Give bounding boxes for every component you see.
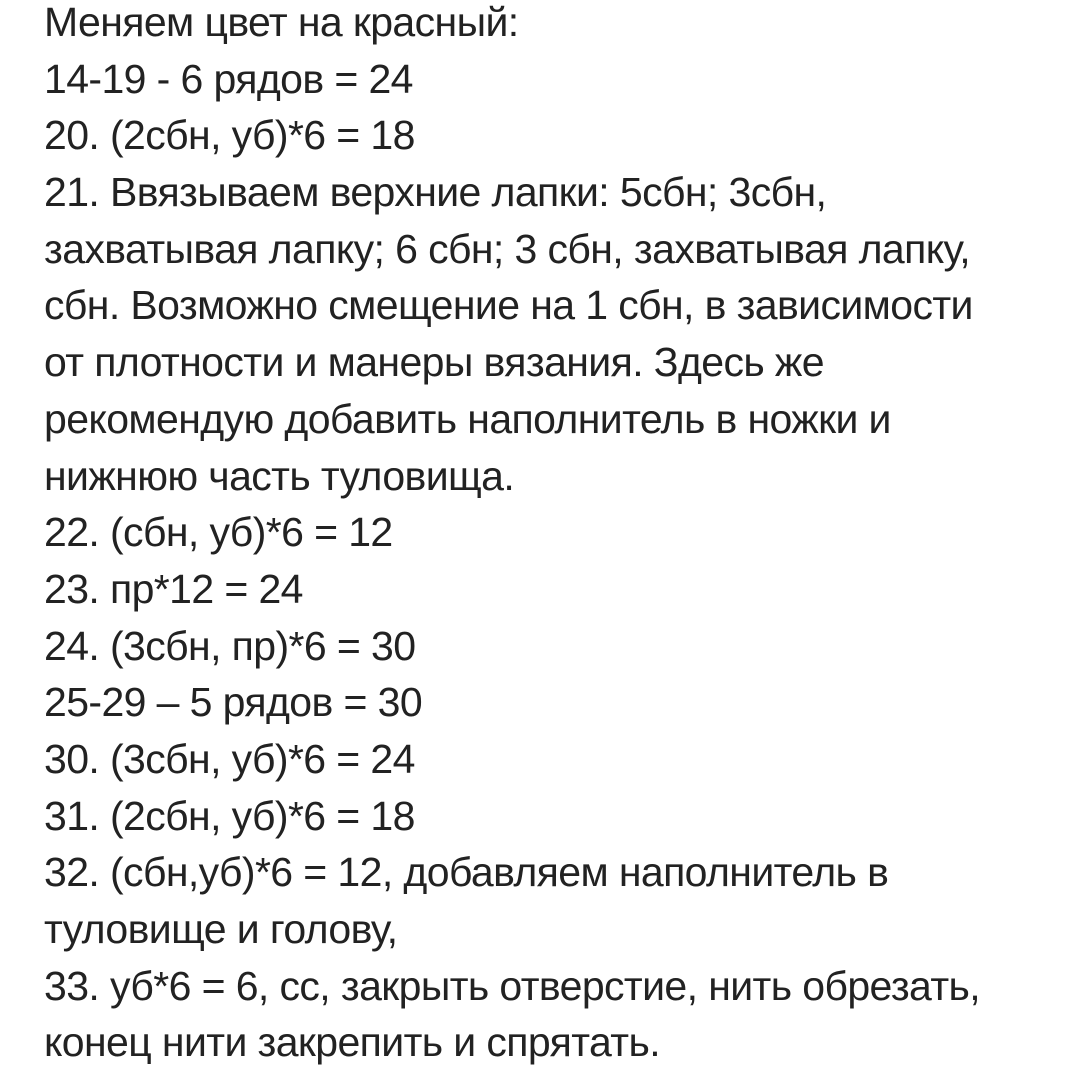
text-line: 25-29 – 5 рядов = 30 bbox=[44, 679, 423, 726]
text-line: 21. Ввязываем верхние лапки: 5сбн; 3сбн, bbox=[44, 169, 827, 216]
text-line: от плотности и манеры вязания. Здесь же bbox=[44, 339, 824, 386]
text-line: 20. (2сбн, уб)*6 = 18 bbox=[44, 112, 415, 159]
text-line: туловище и голову, bbox=[44, 906, 398, 952]
text-line: конец нити закрепить и спрятать. bbox=[44, 1019, 660, 1066]
text-line: 33. уб*6 = 6, сс, закрыть отверстие, нить обрезать, bbox=[44, 962, 981, 1009]
text-line: нижнюю часть туловища. bbox=[44, 452, 515, 499]
text-line: 22. (сбн, уб)*6 = 12 bbox=[44, 509, 393, 556]
text-line: сбн. Возможно смещение на 1 сбн, в зависимости bbox=[44, 282, 973, 329]
text-line: рекомендую добавить наполнитель в ножки и bbox=[44, 395, 891, 442]
text-line: Меняем цвет на красный: bbox=[44, 0, 519, 45]
text-line: 31. (2сбн, уб)*6 = 18 bbox=[44, 792, 415, 839]
text-line: 23. пр*12 = 24 bbox=[44, 565, 303, 612]
text-line: захватывая лапку; 6 сбн; 3 сбн, захватывая лапку, bbox=[44, 225, 971, 272]
text-line: 14-19 - 6 рядов = 24 bbox=[44, 55, 413, 102]
instruction-text bbox=[44, 0, 1054, 1071]
text-line: 30. (3сбн, уб)*6 = 24 bbox=[44, 735, 415, 782]
text-line: 32. (сбн,уб)*6 = 12, добавляем наполнитель в bbox=[44, 849, 889, 896]
text-line: 24. (3сбн, пр)*6 = 30 bbox=[44, 622, 416, 669]
